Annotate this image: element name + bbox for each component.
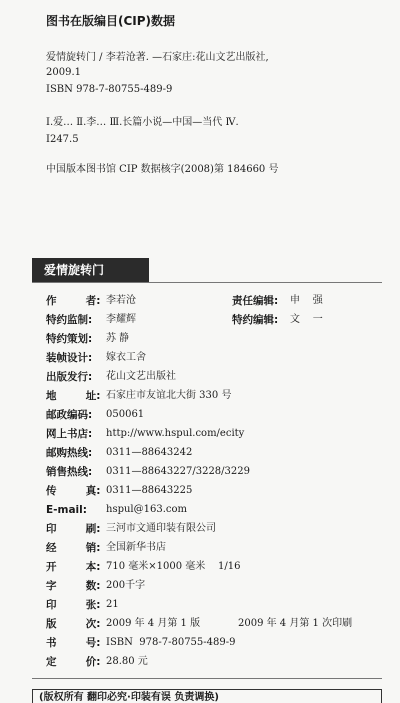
special-planner-value: 苏 静 — [106, 333, 130, 344]
publisher-value: 花山文艺出版社 — [106, 371, 176, 382]
edition-value: 2009 年 4 月第 1 版 — [106, 618, 201, 629]
format-label: 开 本: — [46, 561, 101, 573]
address-label: 地 址: — [46, 390, 101, 402]
cip-line: I247.5 — [46, 134, 79, 145]
printing-label: 印 刷: — [46, 523, 101, 535]
email-label: E-mail: — [46, 504, 87, 516]
sheets-label: 印 张: — [46, 599, 101, 611]
distribution-label: 经 销: — [46, 542, 101, 554]
format-value: 710 毫米×1000 毫米 1/16 — [106, 561, 241, 572]
title-rule — [32, 282, 382, 283]
bottom-rule — [32, 678, 382, 679]
word-count-value: 200千字 — [106, 580, 146, 591]
online-store-label: 网上书店: — [46, 428, 93, 440]
editor-value: 申 强 — [290, 295, 323, 306]
printing-value: 三河市文通印装有限公司 — [106, 523, 216, 534]
special-editor-value: 文 一 — [290, 314, 323, 325]
cip-line: Ⅰ.爱… Ⅱ.李… Ⅲ.长篇小说—中国—当代 Ⅳ. — [46, 117, 239, 128]
edition-label: 版 次: — [46, 618, 101, 630]
special-supervisor-value: 李耀辉 — [106, 314, 136, 325]
sales-hotline-value: 0311—88643227/3228/3229 — [106, 466, 250, 477]
special-planner-label: 特约策划: — [46, 333, 93, 345]
binding-design-value: 嫁衣工舍 — [106, 352, 146, 363]
author-value: 李若沧 — [106, 295, 136, 306]
book-number-label: 书 号: — [46, 637, 101, 649]
price-value: 28.80 元 — [106, 656, 148, 667]
editor-label: 责任编辑: — [232, 295, 279, 307]
cip-line: 爱情旋转门 / 李若沧著. —石家庄:花山文艺出版社, — [46, 52, 269, 63]
cip-line: 2009.1 — [46, 67, 81, 78]
copyright-notice: (版权所有 翻印必究·印装有误 负责调换) — [32, 689, 382, 703]
online-store-value: http://www.hspul.com/ecity — [106, 428, 245, 439]
book-number-value: ISBN 978-7-80755-489-9 — [106, 637, 236, 648]
fax-label: 传 真: — [46, 485, 101, 497]
distribution-value: 全国新华书店 — [106, 542, 166, 553]
special-supervisor-label: 特约监制: — [46, 314, 93, 326]
sales-hotline-label: 销售热线: — [46, 466, 93, 478]
cip-line: 中国版本图书馆 CIP 数据核字(2008)第 184660 号 — [46, 164, 279, 175]
email-value: hspul@163.com — [106, 504, 187, 515]
book-title: 爱情旋转门 — [32, 258, 149, 282]
postcode-label: 邮政编码: — [46, 409, 93, 421]
binding-design-label: 装帧设计: — [46, 352, 93, 364]
sheets-value: 21 — [106, 599, 119, 610]
mail-order-value: 0311—88643242 — [106, 447, 193, 458]
fax-value: 0311—88643225 — [106, 485, 193, 496]
publisher-label: 出版发行: — [46, 371, 93, 383]
mail-order-label: 邮购热线: — [46, 447, 93, 459]
word-count-label: 字 数: — [46, 580, 101, 592]
address-value: 石家庄市友谊北大街 330 号 — [106, 390, 232, 401]
postcode-value: 050061 — [106, 409, 145, 420]
special-editor-label: 特约编辑: — [232, 314, 279, 326]
cip-line: ISBN 978-7-80755-489-9 — [46, 84, 173, 95]
price-label: 定 价: — [46, 656, 101, 668]
printing-date-value: 2009 年 4 月第 1 次印刷 — [238, 618, 353, 629]
author-label: 作 者: — [46, 295, 101, 307]
cip-heading: 图书在版编目(CIP)数据 — [46, 14, 176, 28]
